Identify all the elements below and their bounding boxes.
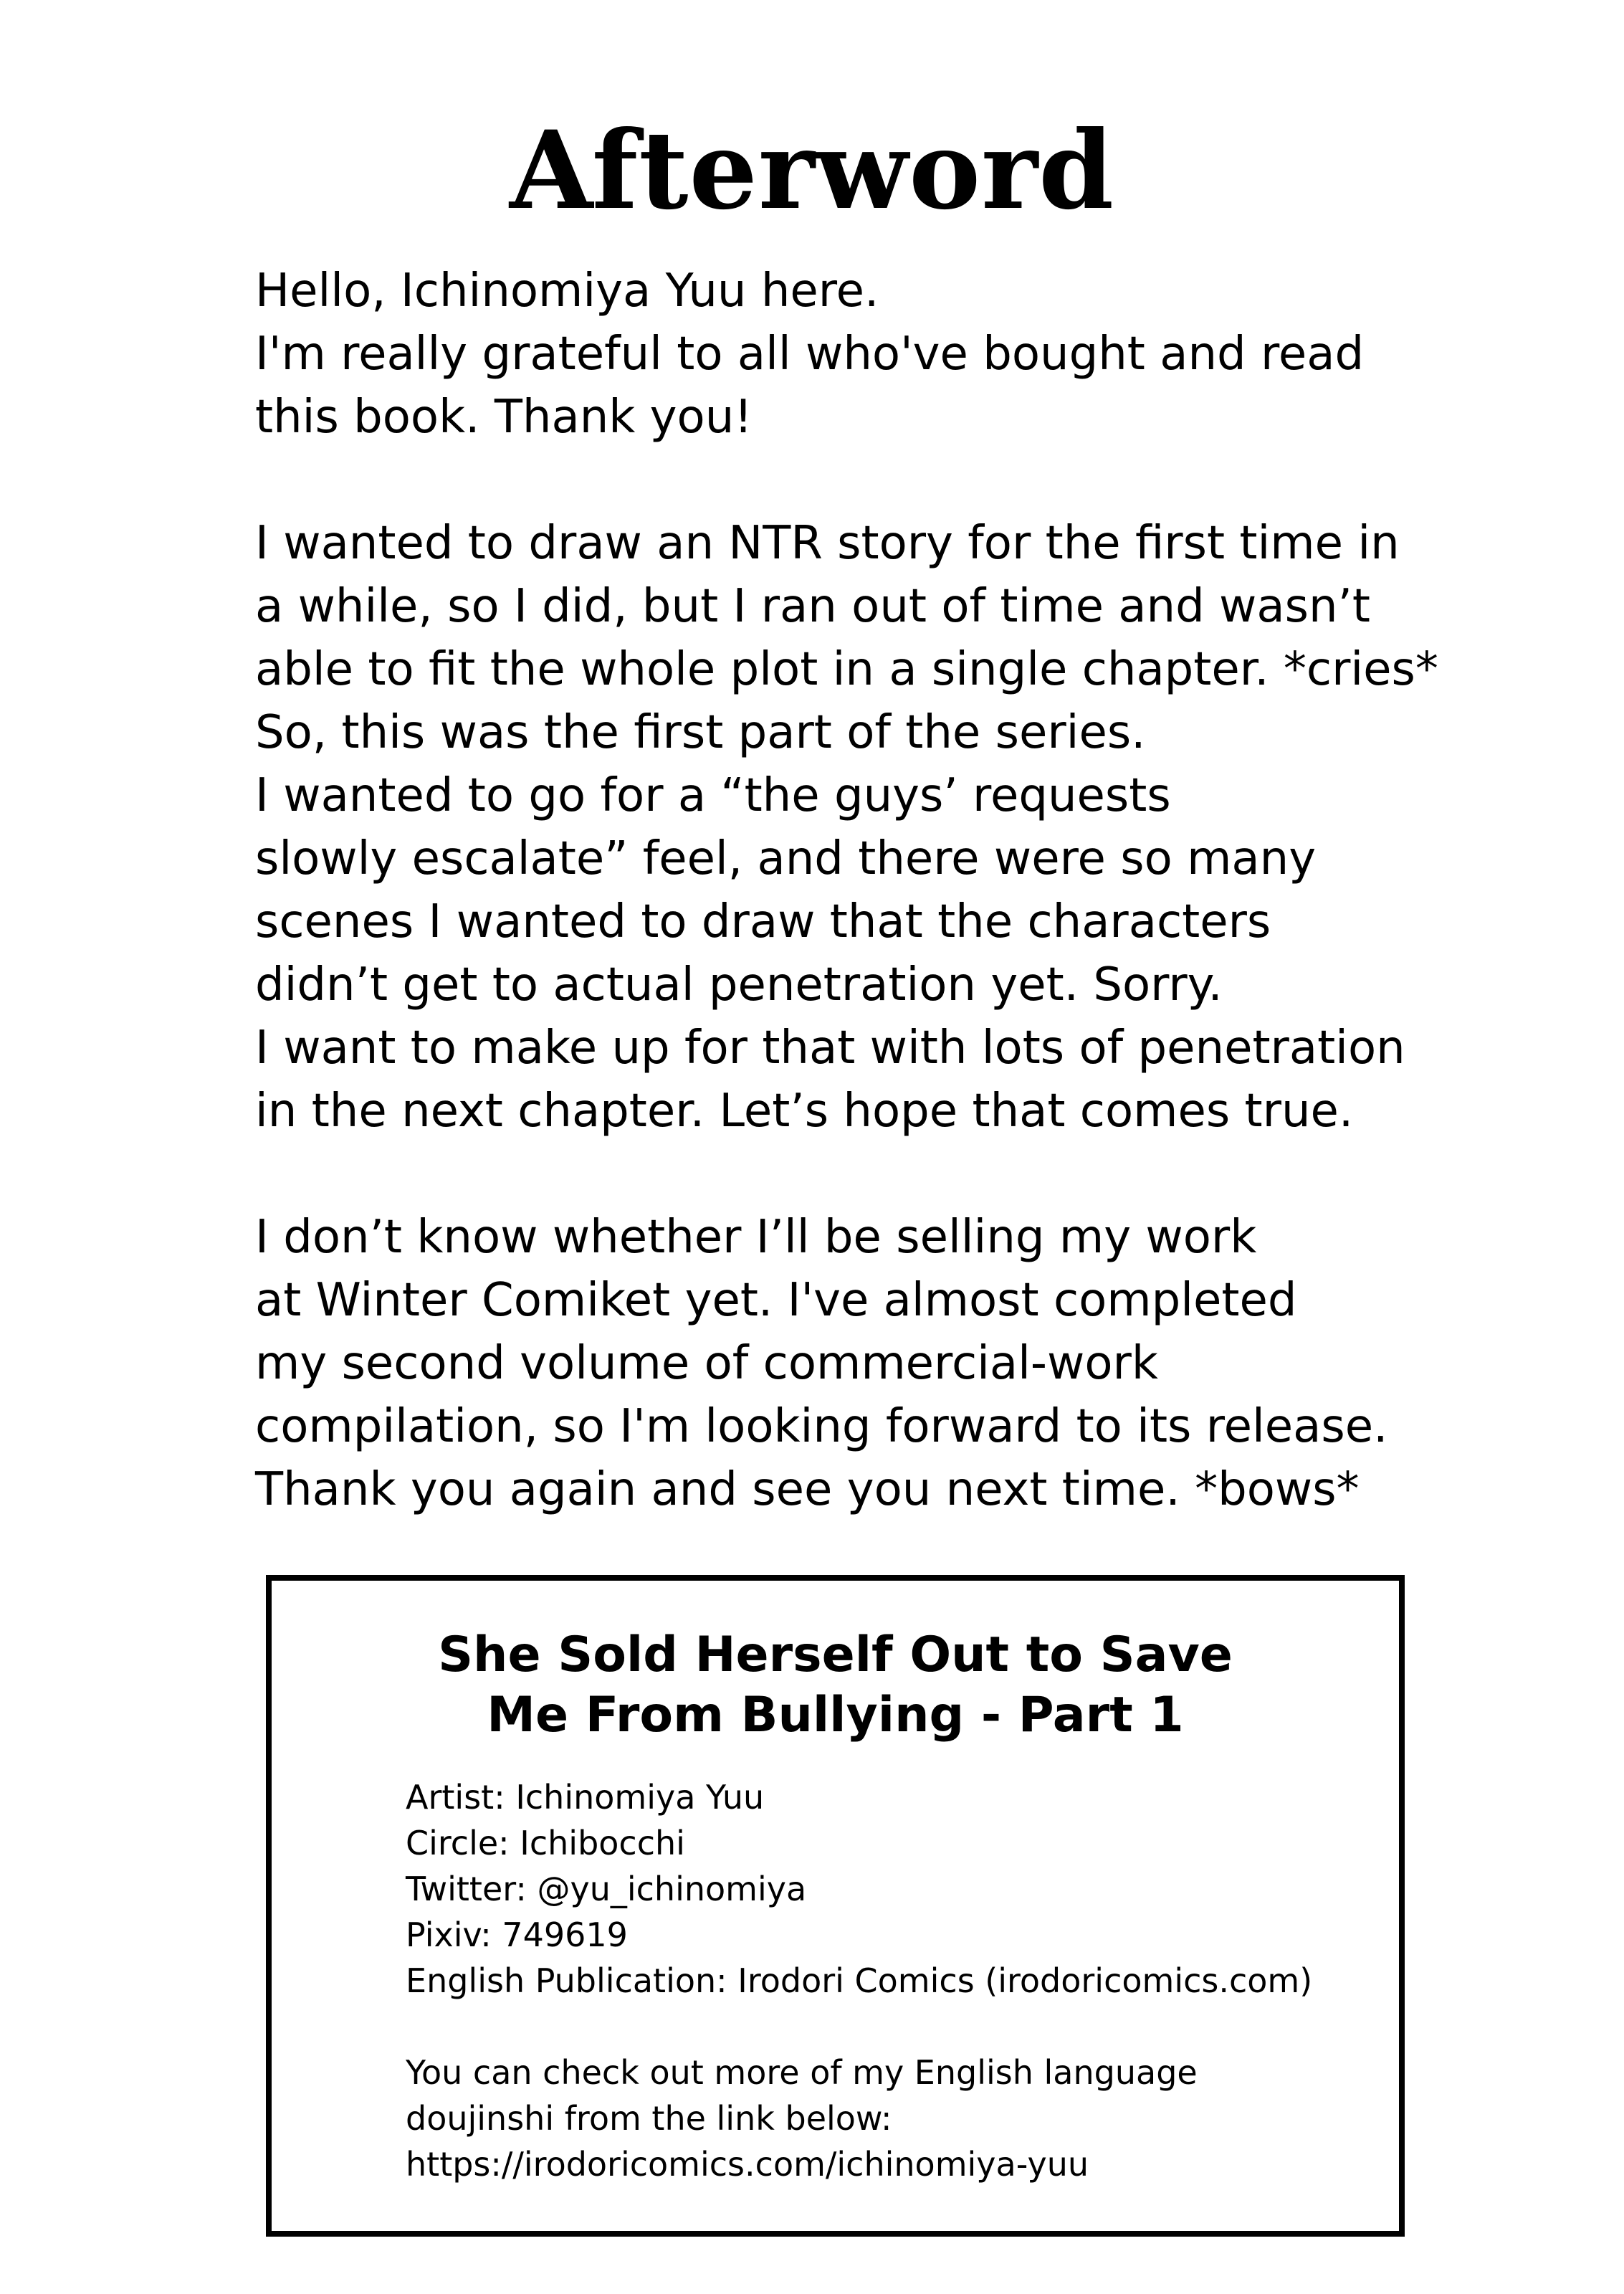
page-title: Afterword xyxy=(509,108,1115,234)
paragraph-story xyxy=(255,512,1438,1143)
book-title-line: Me From Bullying - Part 1 xyxy=(487,1687,1184,1743)
credits-box xyxy=(266,1575,1405,2237)
spacer xyxy=(406,2004,1380,2050)
credit-pixiv: Pixiv: 749619 xyxy=(406,1915,628,1954)
text-line: my second volume of commercial-work xyxy=(255,1337,1158,1390)
text-line: I'm really grateful to all who've bought and read xyxy=(255,328,1365,381)
text-line: a while, so I did, but I ran out of time and wasn’t xyxy=(255,580,1370,633)
credits-list xyxy=(406,1774,1380,2187)
text-line: So, this was the first part of the series. xyxy=(255,706,1146,759)
paragraph-greeting xyxy=(255,260,1438,449)
text-line: slowly escalate” feel, and there were so many xyxy=(255,832,1317,885)
text-line: able to fit the whole plot in a single chapter. *cries* xyxy=(255,643,1438,696)
text-line: Hello, Ichinomiya Yuu here. xyxy=(255,265,879,318)
book-title-line: She Sold Herself Out to Save xyxy=(438,1627,1233,1683)
credit-link[interactable]: https://irodoricomics.com/ichinomiya-yuu xyxy=(406,2145,1089,2184)
text-line: scenes I wanted to draw that the characters xyxy=(255,895,1271,948)
paragraph-closing xyxy=(255,1206,1438,1521)
text-line: compilation, so I'm looking forward to its release. xyxy=(255,1400,1388,1453)
credit-circle: Circle: Ichibocchi xyxy=(406,1824,685,1862)
text-line: I wanted to go for a “the guys’ requests xyxy=(255,769,1171,822)
credit-note: doujinshi from the link below: xyxy=(406,2099,892,2138)
text-line: in the next chapter. Let’s hope that comes true. xyxy=(255,1085,1354,1138)
text-line: at Winter Comiket yet. I've almost completed xyxy=(255,1274,1297,1327)
credit-twitter: Twitter: @yu_ichinomiya xyxy=(406,1870,807,1908)
text-line: I want to make up for that with lots of penetration xyxy=(255,1022,1405,1075)
credit-note: You can check out more of my English language xyxy=(406,2053,1198,2092)
text-line: I wanted to draw an NTR story for the first time in xyxy=(255,517,1400,570)
book-title xyxy=(272,1625,1399,1746)
credit-artist: Artist: Ichinomiya Yuu xyxy=(406,1778,765,1817)
text-line: didn’t get to actual penetration yet. Sorry. xyxy=(255,958,1223,1012)
text-line: this book. Thank you! xyxy=(255,391,753,444)
afterword-body xyxy=(255,260,1438,1521)
text-line: I don’t know whether I’ll be selling my work xyxy=(255,1211,1257,1264)
credit-publication: English Publication: Irodori Comics (irodoricomics.com) xyxy=(406,1961,1313,2000)
text-line: Thank you again and see you next time. *bows* xyxy=(255,1463,1360,1516)
